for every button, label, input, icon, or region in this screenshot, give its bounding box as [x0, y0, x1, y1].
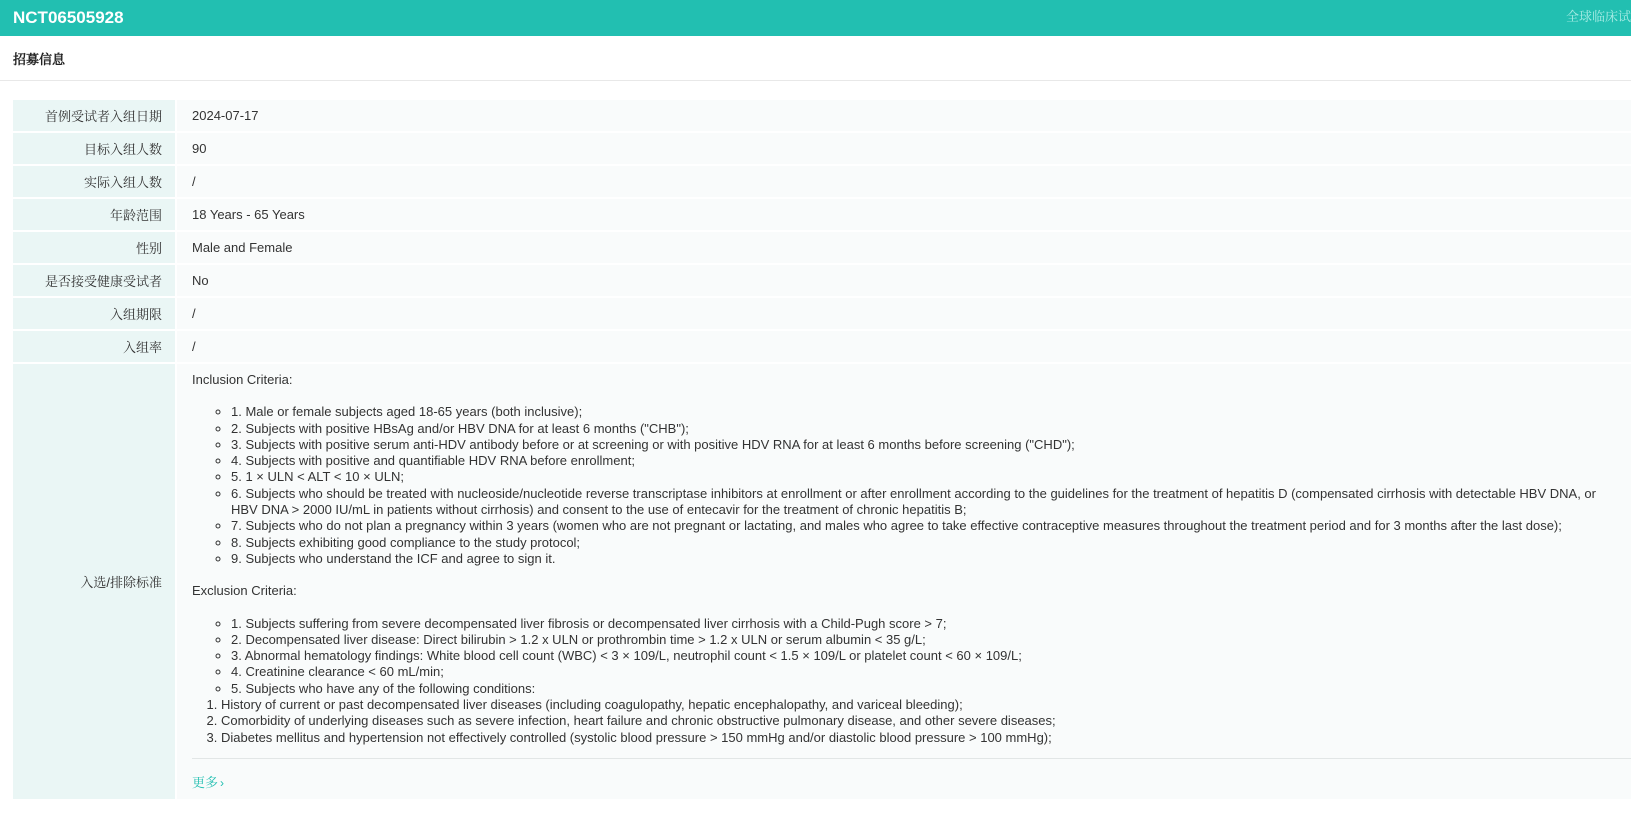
list-item: ◦ 3. Abnormal hematology findings: White blood cell count (WBC) < 3 × 109/L, neutrophil count < 1.5 × 109/L or platelet count < 60 × 109/L;: [231, 648, 1623, 664]
exclusion-sublist: [192, 697, 1623, 746]
row-label: 首例受试者入组日期: [13, 100, 175, 131]
more-link[interactable]: [192, 772, 224, 791]
list-item: ◦ 3. Subjects with positive serum anti-HDV antibody before or at screening or with positive HDV RNA for at least 6 months before screening ("CHD");: [231, 437, 1623, 453]
inclusion-list: [192, 404, 1623, 567]
table-row: [13, 331, 1631, 362]
list-item: ◦ 1. Subjects suffering from severe decompensated liver fibrosis or decompensated liver cirrhosis with a Child-Pugh score > 7;: [231, 616, 1623, 632]
row-label: 性别: [13, 232, 175, 263]
row-value: No: [177, 265, 1631, 296]
table-row: [13, 100, 1631, 131]
row-value: /: [177, 298, 1631, 329]
list-item: ◦ 5. Subjects who have any of the following conditions:: [231, 681, 1623, 697]
list-item: ◦ 5. 1 × ULN < ALT < 10 × ULN;: [231, 469, 1623, 485]
exclusion-list: [192, 616, 1623, 697]
list-item: ◦ 7. Subjects who do not plan a pregnancy within 3 years (women who are not pregnant or lactating, and males who agree to take effective contraceptive measures throughout the treatment period and for 3 months after the last dose);: [231, 518, 1623, 534]
list-item: ◦ 2. Decompensated liver disease: Direct bilirubin > 1.2 x ULN or prothrombin time > 1.2 x ULN or serum albumin < 35 g/L;: [231, 632, 1623, 648]
row-label: 实际入组人数: [13, 166, 175, 197]
section-header: [0, 36, 1631, 81]
row-value: Male and Female: [177, 232, 1631, 263]
row-value: /: [177, 331, 1631, 362]
table-row: [13, 265, 1631, 296]
row-value: 2024-07-17: [177, 100, 1631, 131]
row-label: 是否接受健康受试者: [13, 265, 175, 296]
recruitment-table: [13, 100, 1631, 801]
row-label: 目标入组人数: [13, 133, 175, 164]
list-item: ◦ 8. Subjects exhibiting good compliance to the study protocol;: [231, 535, 1623, 551]
more-label: 更多: [192, 775, 219, 790]
inclusion-heading: Inclusion Criteria:: [192, 372, 293, 387]
list-item: 1. History of current or past decompensated liver diseases (including coagulopathy, hepatic encephalopathy, and variceal bleeding);: [221, 697, 1623, 713]
table-row: [13, 298, 1631, 329]
criteria-text: [192, 372, 1631, 748]
list-item: ◦ 6. Subjects who should be treated with nucleoside/nucleotide reverse transcriptase inhibitors at enrollment or after enrollment according to the guidelines for the treatment of hepatitis D (compensated cirrhosis with detectable HBV DNA, or HBV DNA > 2000 IU/mL in patients without cirrhosis) and consent to the use of entecavir for the treatment of chronic hepatitis B;: [231, 486, 1623, 519]
row-label: 入组率: [13, 331, 175, 362]
list-item: ◦ 9. Subjects who understand the ICF and agree to sign it.: [231, 551, 1623, 567]
top-bar: [0, 0, 1631, 36]
divider: [192, 758, 1631, 759]
section-title: 招募信息: [13, 51, 66, 67]
exclusion-heading: Exclusion Criteria:: [192, 583, 297, 599]
row-label: 年龄范围: [13, 199, 175, 230]
global-trials-link[interactable]: 全球临床试: [1565, 9, 1631, 24]
list-item: ◦ 1. Male or female subjects aged 18-65 years (both inclusive);: [231, 404, 1623, 420]
chevron-right-icon: ›: [220, 776, 225, 790]
row-value: /: [177, 166, 1631, 197]
criteria-row: [13, 364, 1631, 799]
list-item: ◦ 4. Creatinine clearance < 60 mL/min;: [231, 664, 1623, 680]
row-label: 入组期限: [13, 298, 175, 329]
table-row: [13, 133, 1631, 164]
table-row: [13, 232, 1631, 263]
row-value: 18 Years - 65 Years: [177, 199, 1631, 230]
row-value: 90: [177, 133, 1631, 164]
criteria-value: [177, 364, 1631, 799]
table-row: [13, 199, 1631, 230]
criteria-label: 入选/排除标准: [13, 364, 175, 799]
list-item: ◦ 4. Subjects with positive and quantifiable HDV RNA before enrollment;: [231, 453, 1623, 469]
list-item: 2. Comorbidity of underlying diseases such as severe infection, heart failure and chronic obstructive pulmonary disease, and other severe diseases;: [221, 713, 1623, 729]
list-item: 3. Diabetes mellitus and hypertension not effectively controlled (systolic blood pressure > 150 mmHg and/or diastolic blood pressure > 100 mmHg);: [221, 730, 1623, 746]
trial-id: NCT06505928: [13, 8, 124, 27]
table-row: [13, 166, 1631, 197]
list-item: ◦ 2. Subjects with positive HBsAg and/or HBV DNA for at least 6 months ("CHB");: [231, 421, 1623, 437]
